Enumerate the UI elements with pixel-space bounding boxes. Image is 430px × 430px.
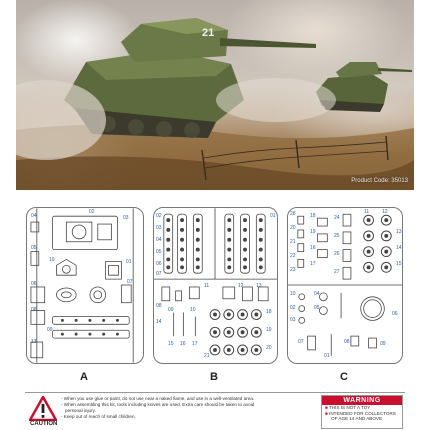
part-number: 25 <box>334 233 340 239</box>
part-number: 02 <box>290 305 296 311</box>
part-number: 20 <box>290 225 296 231</box>
part-number: 10 <box>190 307 196 313</box>
warning-not-a-toy: THIS IS NOT A TOY <box>328 405 371 410</box>
caution-section <box>25 392 405 430</box>
part-number: 06 <box>156 261 162 267</box>
part-number: 02 <box>89 209 95 215</box>
part-number: 09 <box>380 341 386 347</box>
warning-line: ■ THIS IS NOT A TOY <box>325 405 371 410</box>
part-number: 08 <box>31 307 37 313</box>
part-number: 07 <box>156 271 162 277</box>
warning-collectors: INTENDED FOR COLLECTORS <box>329 410 396 416</box>
caution-line: - When assembling this kit, tools including knives are used. Extra care should be taken to avoid <box>61 402 255 407</box>
part-number: 21 <box>204 353 210 359</box>
part-number: 21 <box>290 239 296 245</box>
part-number: 10 <box>49 257 55 263</box>
part-number: 04 <box>31 213 37 219</box>
part-number: 22 <box>290 253 296 259</box>
part-number: 10 <box>290 291 296 297</box>
sprue-c-label: C <box>340 371 348 383</box>
part-number: 05 <box>314 305 320 311</box>
part-number: 23 <box>290 267 296 273</box>
part-number: 05 <box>156 249 162 255</box>
part-number: 14 <box>396 245 402 251</box>
part-number: 08 <box>156 303 162 309</box>
part-number: 01 <box>270 213 276 219</box>
part-number: 02 <box>156 213 162 219</box>
part-number: 11 <box>204 283 210 289</box>
warning-box <box>321 395 403 429</box>
warning-line <box>322 416 402 422</box>
part-number: 12 <box>238 283 244 289</box>
part-number: 26 <box>334 251 340 257</box>
box-art-illustration <box>16 0 414 190</box>
part-number: 20 <box>266 345 272 351</box>
part-number: 08 <box>344 339 350 345</box>
part-number: 16 <box>310 245 316 251</box>
part-number: 05 <box>31 245 37 251</box>
part-number: 15 <box>396 261 402 267</box>
part-number: 13 <box>256 283 262 289</box>
warning-line: ■ INTENDED FOR COLLECTORS <box>325 410 396 416</box>
part-number: 18 <box>310 213 316 219</box>
part-number: 09 <box>47 327 53 333</box>
product-code: Product Code: 35013 <box>351 178 408 184</box>
part-number: 15 <box>168 341 174 347</box>
warning-age: OF AGE 14 AND ABOVE <box>331 416 383 422</box>
part-number: 17 <box>192 341 198 347</box>
part-number: 06 <box>392 311 398 317</box>
warning-title: WARNING <box>322 396 402 405</box>
turret-number: 21 <box>202 27 215 39</box>
part-number: 01 <box>126 259 132 265</box>
part-number: 03 <box>290 317 296 323</box>
caution-line: personal injury. <box>65 408 96 413</box>
part-number: 17 <box>310 261 316 267</box>
sprue-c-diagram <box>287 207 403 364</box>
part-number: 01 <box>324 353 330 359</box>
part-number: 03 <box>156 225 162 231</box>
part-number: 18 <box>266 309 272 315</box>
sprue-a-parts <box>27 208 143 363</box>
sprue-a-label: A <box>80 371 88 383</box>
part-number: 19 <box>266 327 272 333</box>
sprue-a-diagram <box>26 207 144 364</box>
part-number: 16 <box>180 341 186 347</box>
part-number: 03 <box>123 215 129 221</box>
sprue-b-diagram <box>153 207 278 364</box>
part-number: 13 <box>396 229 402 235</box>
part-number: 14 <box>156 319 162 325</box>
caution-line: - Keep out of reach of small children. <box>61 414 136 419</box>
part-number: 27 <box>334 269 340 275</box>
caution-label: CAUTION <box>30 421 58 427</box>
box-art <box>16 0 414 190</box>
caution-text <box>61 396 311 420</box>
part-number: 04 <box>156 237 162 243</box>
part-number: 09 <box>168 307 174 313</box>
caution-triangle-icon <box>29 396 57 421</box>
part-number: 19 <box>310 229 316 235</box>
part-number: 07 <box>127 279 133 285</box>
part-number: 07 <box>298 339 304 345</box>
part-number: 12 <box>382 209 388 215</box>
caution-line: - When you use glue or paint, do not use near a naked flame, and use in a well-ventilated area. <box>61 396 255 401</box>
sprue-b-label: B <box>210 371 218 383</box>
part-number: 24 <box>334 215 340 221</box>
part-number: 11 <box>364 209 370 215</box>
part-number: 13 <box>31 339 37 345</box>
part-number: 04 <box>314 291 320 297</box>
part-number: 28 <box>290 211 296 217</box>
part-number: 06 <box>31 281 37 287</box>
